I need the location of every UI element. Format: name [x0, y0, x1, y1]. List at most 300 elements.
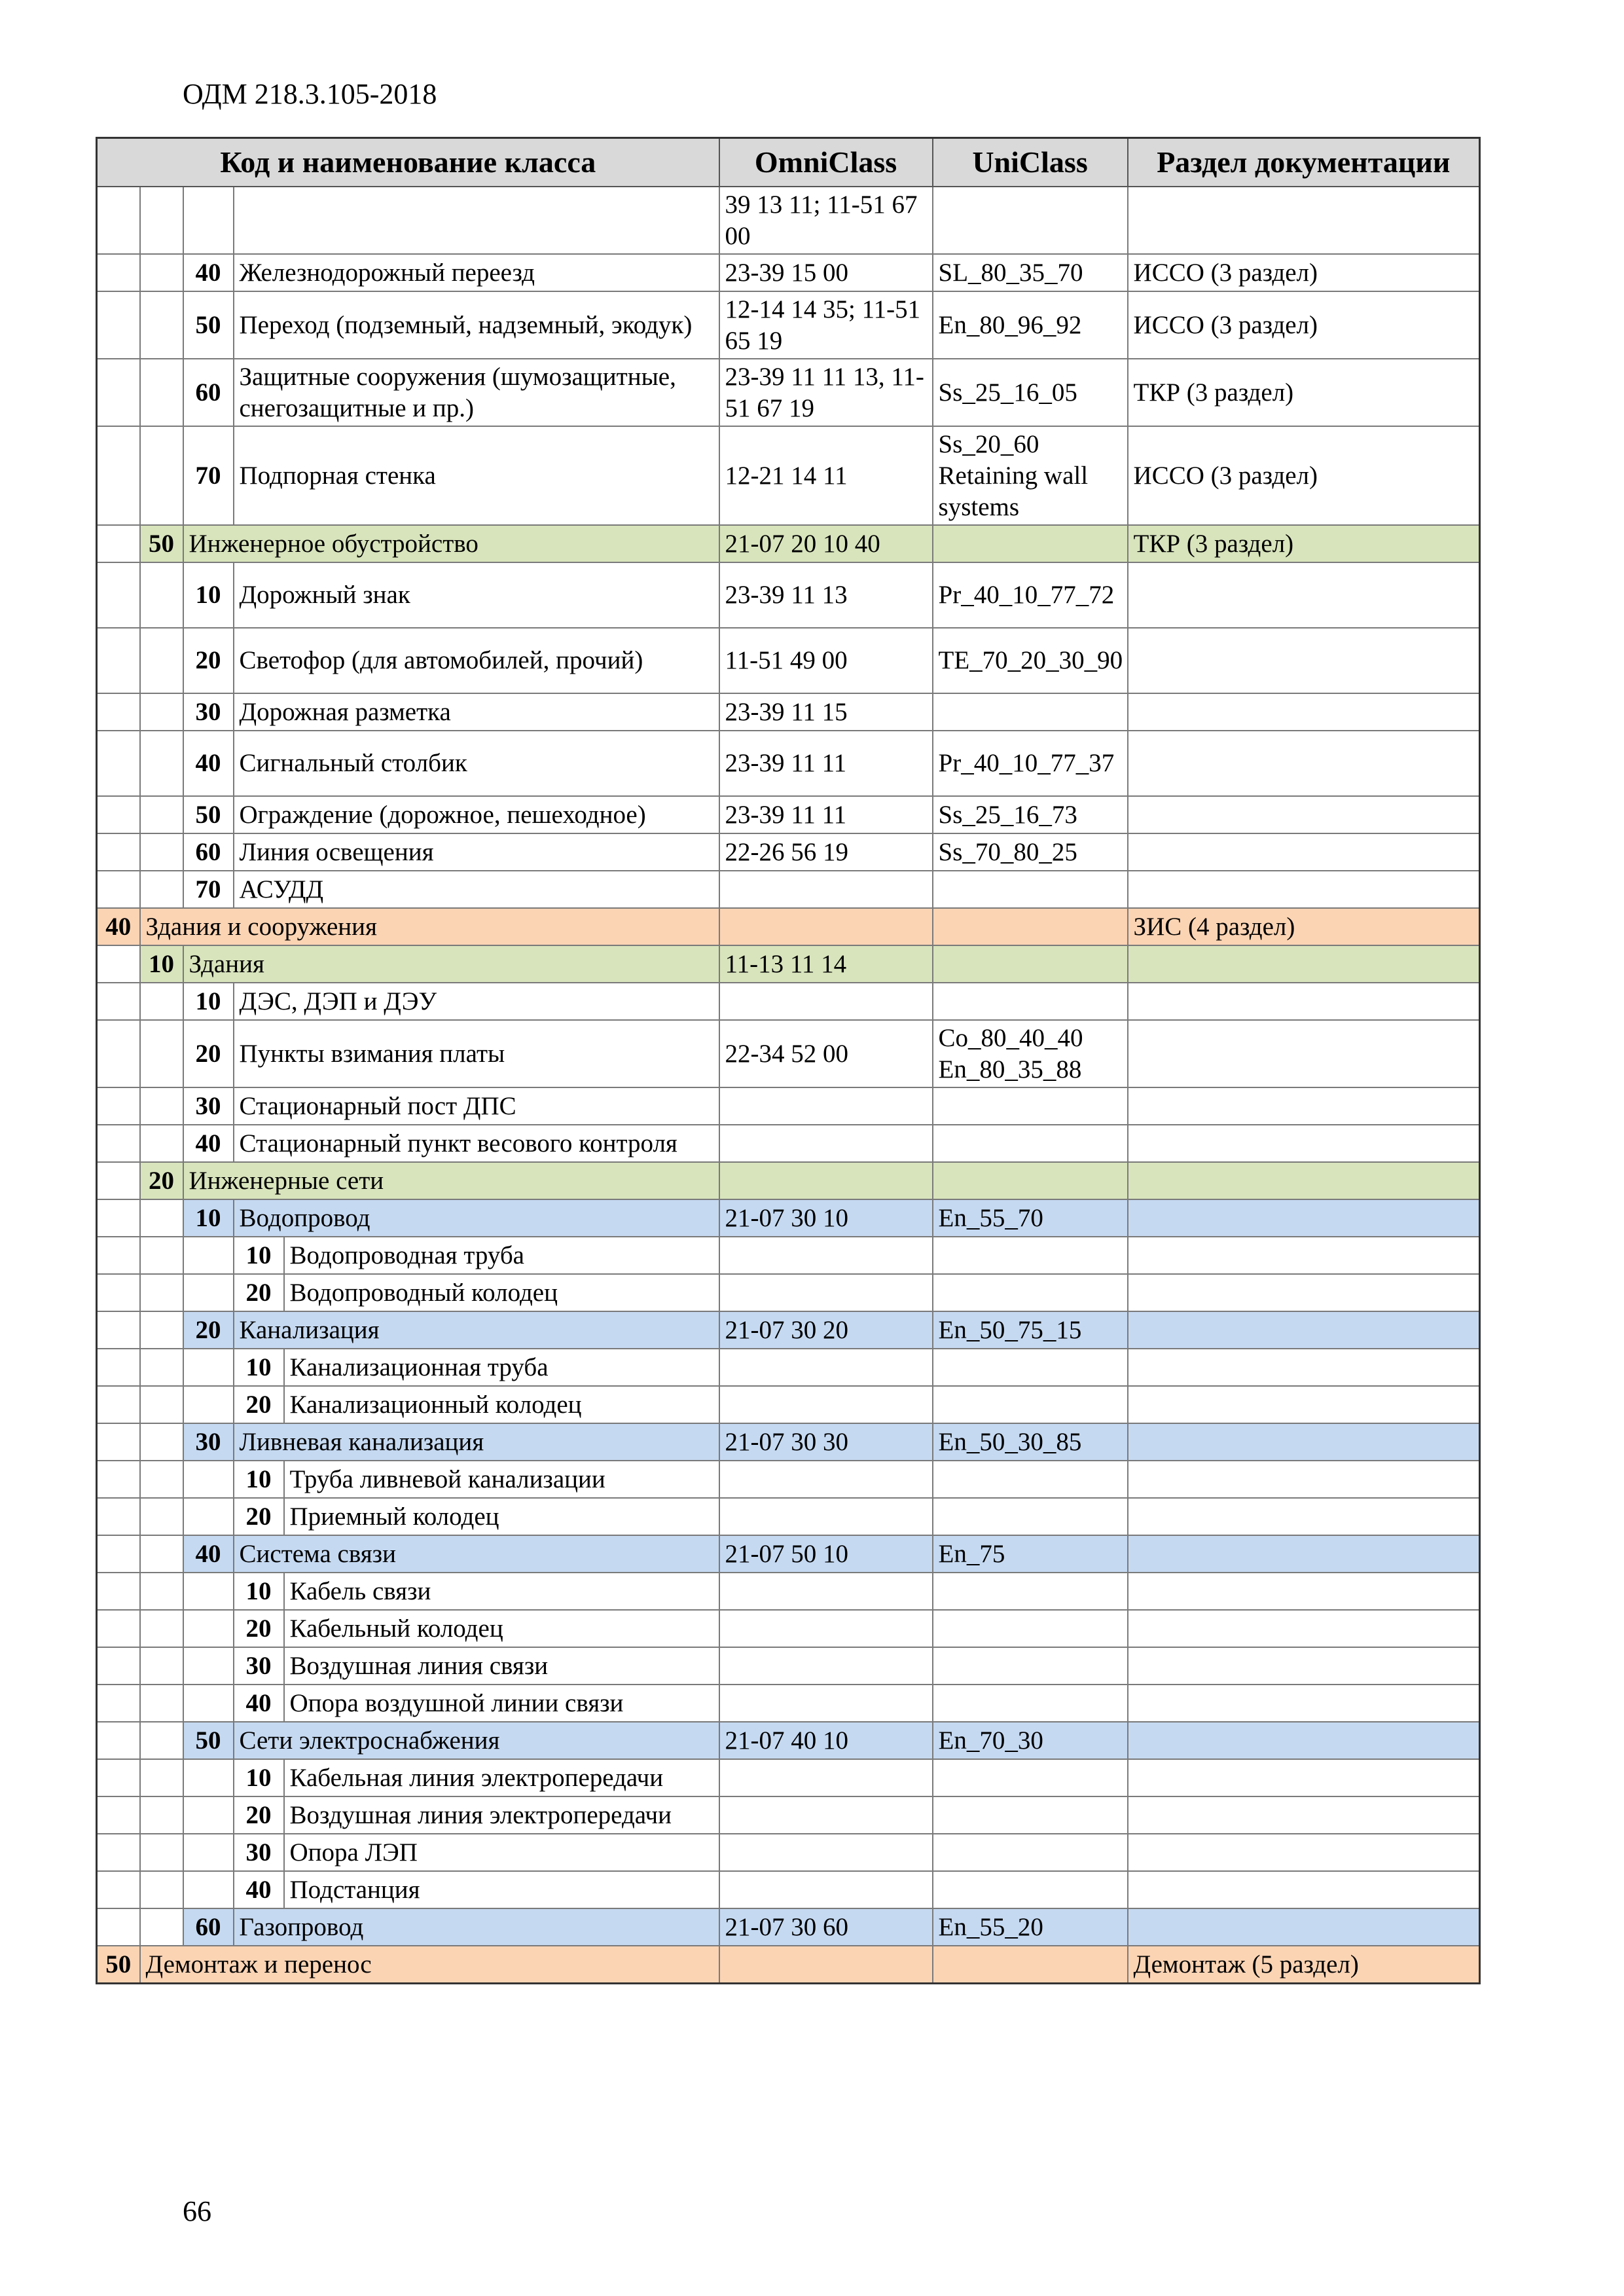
omniclass-code: 11-13 11 14 [719, 945, 933, 983]
documentation-section [1128, 1722, 1480, 1759]
table-row [97, 908, 1480, 945]
class-code [183, 187, 234, 254]
indent-cell [183, 1685, 234, 1722]
table-row [97, 426, 1480, 525]
omniclass-code [719, 1087, 933, 1125]
indent-cell [140, 693, 183, 731]
indent-cell [97, 1020, 140, 1087]
class-name: Ливневая канализация [234, 1423, 719, 1461]
class-code: 40 [97, 908, 140, 945]
uniclass-code: En_55_70 [933, 1199, 1128, 1237]
omniclass-code [719, 1274, 933, 1311]
class-code: 40 [183, 1125, 234, 1162]
class-name: АСУДД [234, 871, 719, 908]
table-row [97, 945, 1480, 983]
documentation-section: Демонтаж (5 раздел) [1128, 1946, 1480, 1983]
table-row [97, 731, 1480, 796]
documentation-section [1128, 1685, 1480, 1722]
documentation-section [1128, 1125, 1480, 1162]
class-code: 40 [234, 1685, 284, 1722]
omniclass-code: 39 13 11; 11-51 67 00 [719, 187, 933, 254]
class-name: Газопровод [234, 1908, 719, 1946]
class-code: 20 [140, 1162, 183, 1199]
uniclass-code [933, 1796, 1128, 1834]
omniclass-code [719, 1498, 933, 1535]
uniclass-code [933, 1498, 1128, 1535]
uniclass-code [933, 1349, 1128, 1386]
class-code: 20 [234, 1610, 284, 1647]
omniclass-code: 23-39 11 15 [719, 693, 933, 731]
indent-cell [97, 1386, 140, 1423]
indent-cell [140, 1423, 183, 1461]
uniclass-code [933, 945, 1128, 983]
table-row [97, 562, 1480, 628]
table-row [97, 1237, 1480, 1274]
indent-cell [183, 1647, 234, 1685]
class-code: 20 [183, 1020, 234, 1087]
class-code: 20 [234, 1386, 284, 1423]
omniclass-code [719, 1685, 933, 1722]
indent-cell [97, 562, 140, 628]
documentation-section: ИССО (3 раздел) [1128, 291, 1480, 359]
indent-cell [97, 1871, 140, 1908]
class-name: Система связи [234, 1535, 719, 1573]
header-uniclass: UniClass [933, 138, 1128, 187]
documentation-section [1128, 1199, 1480, 1237]
uniclass-code [933, 1162, 1128, 1199]
documentation-section [1128, 562, 1480, 628]
indent-cell [97, 628, 140, 693]
documentation-section [1128, 796, 1480, 833]
omniclass-code: 21-07 20 10 40 [719, 525, 933, 562]
table-row [97, 1908, 1480, 1946]
omniclass-code: 12-21 14 11 [719, 426, 933, 525]
uniclass-code: En_80_96_92 [933, 291, 1128, 359]
class-code: 10 [183, 1199, 234, 1237]
indent-cell [97, 291, 140, 359]
documentation-section [1128, 1871, 1480, 1908]
indent-cell [140, 1834, 183, 1871]
class-name: Сигнальный столбик [234, 731, 719, 796]
uniclass-code: Ss_70_80_25 [933, 833, 1128, 871]
table-row [97, 1087, 1480, 1125]
uniclass-code: SL_80_35_70 [933, 254, 1128, 291]
documentation-section [1128, 1274, 1480, 1311]
indent-cell [97, 1722, 140, 1759]
indent-cell [183, 1386, 234, 1423]
table-row [97, 254, 1480, 291]
documentation-section [1128, 871, 1480, 908]
indent-cell [97, 871, 140, 908]
class-code: 30 [183, 693, 234, 731]
class-code: 60 [183, 1908, 234, 1946]
omniclass-code [719, 983, 933, 1020]
document-code: ОДМ 218.3.105-2018 [183, 78, 437, 110]
indent-cell [97, 796, 140, 833]
documentation-section [1128, 1647, 1480, 1685]
documentation-section: ТКР (3 раздел) [1128, 359, 1480, 426]
class-name [234, 187, 719, 254]
indent-cell [140, 1020, 183, 1087]
class-code: 50 [97, 1946, 140, 1983]
indent-cell [140, 1908, 183, 1946]
class-name: Кабельный колодец [284, 1610, 719, 1647]
table-row [97, 983, 1480, 1020]
class-name: Подпорная стенка [234, 426, 719, 525]
indent-cell [140, 1759, 183, 1796]
documentation-section [1128, 1020, 1480, 1087]
table-body [97, 187, 1480, 1983]
uniclass-code [933, 1647, 1128, 1685]
class-name: Линия освещения [234, 833, 719, 871]
indent-cell [97, 1685, 140, 1722]
class-name: Переход (подземный, надземный, экодук) [234, 291, 719, 359]
class-name: Кабельная линия электропередачи [284, 1759, 719, 1796]
omniclass-code [719, 1162, 933, 1199]
table-row [97, 833, 1480, 871]
class-name: Светофор (для автомобилей, прочий) [234, 628, 719, 693]
indent-cell [140, 983, 183, 1020]
omniclass-code [719, 1647, 933, 1685]
table-row [97, 1834, 1480, 1871]
indent-cell [140, 1237, 183, 1274]
documentation-section [1128, 1237, 1480, 1274]
class-code: 30 [183, 1087, 234, 1125]
indent-cell [140, 1647, 183, 1685]
documentation-section [1128, 1834, 1480, 1871]
uniclass-code [933, 187, 1128, 254]
omniclass-code: 23-39 11 13 [719, 562, 933, 628]
indent-cell [97, 1647, 140, 1685]
classification-table [96, 137, 1481, 1984]
class-name: Водопроводная труба [284, 1237, 719, 1274]
class-name: Демонтаж и перенос [140, 1946, 719, 1983]
documentation-section [1128, 1759, 1480, 1796]
uniclass-code: En_50_75_15 [933, 1311, 1128, 1349]
omniclass-code [719, 1461, 933, 1498]
omniclass-code [719, 1125, 933, 1162]
class-name: Подстанция [284, 1871, 719, 1908]
indent-cell [140, 1386, 183, 1423]
documentation-section [1128, 693, 1480, 731]
class-name: Дорожная разметка [234, 693, 719, 731]
table-row [97, 1162, 1480, 1199]
table-row [97, 1349, 1480, 1386]
class-code: 40 [183, 254, 234, 291]
class-name: Здания и сооружения [140, 908, 719, 945]
class-code: 70 [183, 871, 234, 908]
table-row [97, 1461, 1480, 1498]
class-name: Стационарный пост ДПС [234, 1087, 719, 1125]
uniclass-code [933, 1461, 1128, 1498]
indent-cell [97, 1535, 140, 1573]
table-row [97, 1274, 1480, 1311]
class-name: Кабель связи [284, 1573, 719, 1610]
indent-cell [140, 1498, 183, 1535]
indent-cell [140, 1274, 183, 1311]
indent-cell [140, 1311, 183, 1349]
uniclass-code [933, 871, 1128, 908]
header-section: Раздел документации [1128, 138, 1480, 187]
omniclass-code [719, 1237, 933, 1274]
documentation-section [1128, 1349, 1480, 1386]
indent-cell [97, 1796, 140, 1834]
indent-cell [97, 1498, 140, 1535]
class-code: 50 [183, 1722, 234, 1759]
indent-cell [183, 1498, 234, 1535]
class-code: 10 [183, 562, 234, 628]
class-name: Труба ливневой канализации [284, 1461, 719, 1498]
omniclass-code [719, 1834, 933, 1871]
table-row [97, 1535, 1480, 1573]
indent-cell [183, 1237, 234, 1274]
indent-cell [140, 1871, 183, 1908]
table-row [97, 1125, 1480, 1162]
indent-cell [97, 1349, 140, 1386]
class-code: 40 [183, 731, 234, 796]
indent-cell [140, 1087, 183, 1125]
table-row [97, 1423, 1480, 1461]
class-code: 20 [183, 1311, 234, 1349]
uniclass-code: Co_80_40_40 En_80_35_88 [933, 1020, 1128, 1087]
indent-cell [97, 1087, 140, 1125]
class-name: Водопровод [234, 1199, 719, 1237]
documentation-section [1128, 1461, 1480, 1498]
class-name: Стационарный пункт весового контроля [234, 1125, 719, 1162]
class-code: 10 [234, 1759, 284, 1796]
omniclass-code: 23-39 11 11 13, 11-51 67 19 [719, 359, 933, 426]
indent-cell [97, 1908, 140, 1946]
indent-cell [97, 359, 140, 426]
indent-cell [140, 1461, 183, 1498]
indent-cell [140, 871, 183, 908]
omniclass-code [719, 1386, 933, 1423]
omniclass-code: 21-07 30 60 [719, 1908, 933, 1946]
class-code: 20 [183, 628, 234, 693]
documentation-section: ЗИС (4 раздел) [1128, 908, 1480, 945]
table-row [97, 628, 1480, 693]
omniclass-code: 23-39 11 11 [719, 796, 933, 833]
class-code: 50 [183, 796, 234, 833]
class-code: 40 [234, 1871, 284, 1908]
omniclass-code [719, 1759, 933, 1796]
indent-cell [97, 1423, 140, 1461]
indent-cell [140, 1125, 183, 1162]
indent-cell [140, 1535, 183, 1573]
omniclass-code [719, 1573, 933, 1610]
indent-cell [140, 1573, 183, 1610]
indent-cell [183, 1871, 234, 1908]
omniclass-code: 22-34 52 00 [719, 1020, 933, 1087]
table-row [97, 1498, 1480, 1535]
table-row [97, 1573, 1480, 1610]
class-code: 50 [140, 525, 183, 562]
indent-cell [97, 1759, 140, 1796]
class-name: Дорожный знак [234, 562, 719, 628]
class-name: Приемный колодец [284, 1498, 719, 1535]
documentation-section [1128, 1162, 1480, 1199]
class-name: Водопроводный колодец [284, 1274, 719, 1311]
uniclass-code: Ss_25_16_05 [933, 359, 1128, 426]
indent-cell [140, 796, 183, 833]
uniclass-code [933, 1946, 1128, 1983]
class-name: Пункты взимания платы [234, 1020, 719, 1087]
indent-cell [97, 731, 140, 796]
class-name: Инженерные сети [183, 1162, 719, 1199]
uniclass-code [933, 693, 1128, 731]
uniclass-code [933, 1274, 1128, 1311]
documentation-section [1128, 1610, 1480, 1647]
class-name: Инженерное обустройство [183, 525, 719, 562]
class-name: Канализация [234, 1311, 719, 1349]
indent-cell [97, 525, 140, 562]
indent-cell [97, 1573, 140, 1610]
table-row [97, 1610, 1480, 1647]
class-name: Канализационная труба [284, 1349, 719, 1386]
omniclass-code [719, 908, 933, 945]
indent-cell [97, 1461, 140, 1498]
indent-cell [97, 983, 140, 1020]
class-name: Сети электроснабжения [234, 1722, 719, 1759]
class-name: Защитные сооружения (шумозащитные, снегозащитные и пр.) [234, 359, 719, 426]
indent-cell [140, 833, 183, 871]
documentation-section [1128, 1087, 1480, 1125]
uniclass-code [933, 908, 1128, 945]
indent-cell [97, 945, 140, 983]
indent-cell [97, 426, 140, 525]
omniclass-code: 12-14 14 35; 11-51 65 19 [719, 291, 933, 359]
class-name: Ограждение (дорожное, пешеходное) [234, 796, 719, 833]
documentation-section [1128, 1535, 1480, 1573]
omniclass-code [719, 1349, 933, 1386]
indent-cell [183, 1759, 234, 1796]
documentation-section [1128, 1386, 1480, 1423]
uniclass-code: Pr_40_10_77_72 [933, 562, 1128, 628]
documentation-section [1128, 1423, 1480, 1461]
documentation-section: ТКР (3 раздел) [1128, 525, 1480, 562]
indent-cell [183, 1349, 234, 1386]
indent-cell [183, 1834, 234, 1871]
documentation-section [1128, 945, 1480, 983]
documentation-section [1128, 731, 1480, 796]
documentation-section [1128, 1573, 1480, 1610]
table-row [97, 1647, 1480, 1685]
header-omniclass: OmniClass [719, 138, 933, 187]
class-name: Воздушная линия связи [284, 1647, 719, 1685]
indent-cell [140, 1722, 183, 1759]
class-name: Опора воздушной линии связи [284, 1685, 719, 1722]
omniclass-code: 11-51 49 00 [719, 628, 933, 693]
uniclass-code: En_50_30_85 [933, 1423, 1128, 1461]
indent-cell [140, 731, 183, 796]
class-code: 10 [234, 1349, 284, 1386]
class-name: Здания [183, 945, 719, 983]
omniclass-code [719, 1796, 933, 1834]
uniclass-code [933, 1087, 1128, 1125]
class-name: Опора ЛЭП [284, 1834, 719, 1871]
omniclass-code: 21-07 50 10 [719, 1535, 933, 1573]
omniclass-code: 21-07 30 30 [719, 1423, 933, 1461]
uniclass-code: En_75 [933, 1535, 1128, 1573]
table-row [97, 1199, 1480, 1237]
table-row [97, 796, 1480, 833]
omniclass-code [719, 871, 933, 908]
table-row [97, 1796, 1480, 1834]
class-code: 70 [183, 426, 234, 525]
omniclass-code [719, 1610, 933, 1647]
indent-cell [97, 693, 140, 731]
table-row [97, 291, 1480, 359]
table-row [97, 1386, 1480, 1423]
uniclass-code [933, 1237, 1128, 1274]
documentation-section: ИССО (3 раздел) [1128, 426, 1480, 525]
uniclass-code: TE_70_20_30_90 [933, 628, 1128, 693]
omniclass-code: 21-07 40 10 [719, 1722, 933, 1759]
indent-cell [97, 1237, 140, 1274]
omniclass-code: 21-07 30 20 [719, 1311, 933, 1349]
class-name: ДЭС, ДЭП и ДЭУ [234, 983, 719, 1020]
uniclass-code [933, 1759, 1128, 1796]
documentation-section [1128, 833, 1480, 871]
class-code: 10 [234, 1461, 284, 1498]
indent-cell [97, 1274, 140, 1311]
class-code: 30 [234, 1647, 284, 1685]
uniclass-code: En_70_30 [933, 1722, 1128, 1759]
table-row [97, 187, 1480, 254]
uniclass-code [933, 983, 1128, 1020]
documentation-section [1128, 1311, 1480, 1349]
table-row [97, 1020, 1480, 1087]
class-code: 10 [183, 983, 234, 1020]
indent-cell [140, 187, 183, 254]
omniclass-code: 23-39 15 00 [719, 254, 933, 291]
indent-cell [140, 1349, 183, 1386]
documentation-section [1128, 1908, 1480, 1946]
indent-cell [97, 1125, 140, 1162]
uniclass-code [933, 1871, 1128, 1908]
indent-cell [183, 1796, 234, 1834]
omniclass-code [719, 1946, 933, 1983]
table-row [97, 1685, 1480, 1722]
omniclass-code [719, 1871, 933, 1908]
uniclass-code: En_55_20 [933, 1908, 1128, 1946]
header-class-name: Код и наименование класса [97, 138, 719, 187]
indent-cell [97, 187, 140, 254]
uniclass-code: Pr_40_10_77_37 [933, 731, 1128, 796]
uniclass-code: Ss_25_16_73 [933, 796, 1128, 833]
class-code: 20 [234, 1796, 284, 1834]
uniclass-code [933, 1573, 1128, 1610]
indent-cell [140, 291, 183, 359]
page-number: 66 [183, 2195, 211, 2227]
class-code: 40 [183, 1535, 234, 1573]
indent-cell [97, 1199, 140, 1237]
uniclass-code [933, 1125, 1128, 1162]
indent-cell [140, 1796, 183, 1834]
class-name: Канализационный колодец [284, 1386, 719, 1423]
indent-cell [140, 562, 183, 628]
class-code: 50 [183, 291, 234, 359]
uniclass-code [933, 1386, 1128, 1423]
indent-cell [183, 1274, 234, 1311]
class-code: 20 [234, 1274, 284, 1311]
table-row [97, 871, 1480, 908]
omniclass-code: 23-39 11 11 [719, 731, 933, 796]
table-row [97, 1311, 1480, 1349]
class-code: 10 [234, 1573, 284, 1610]
table-row [97, 1759, 1480, 1796]
class-code: 20 [234, 1498, 284, 1535]
